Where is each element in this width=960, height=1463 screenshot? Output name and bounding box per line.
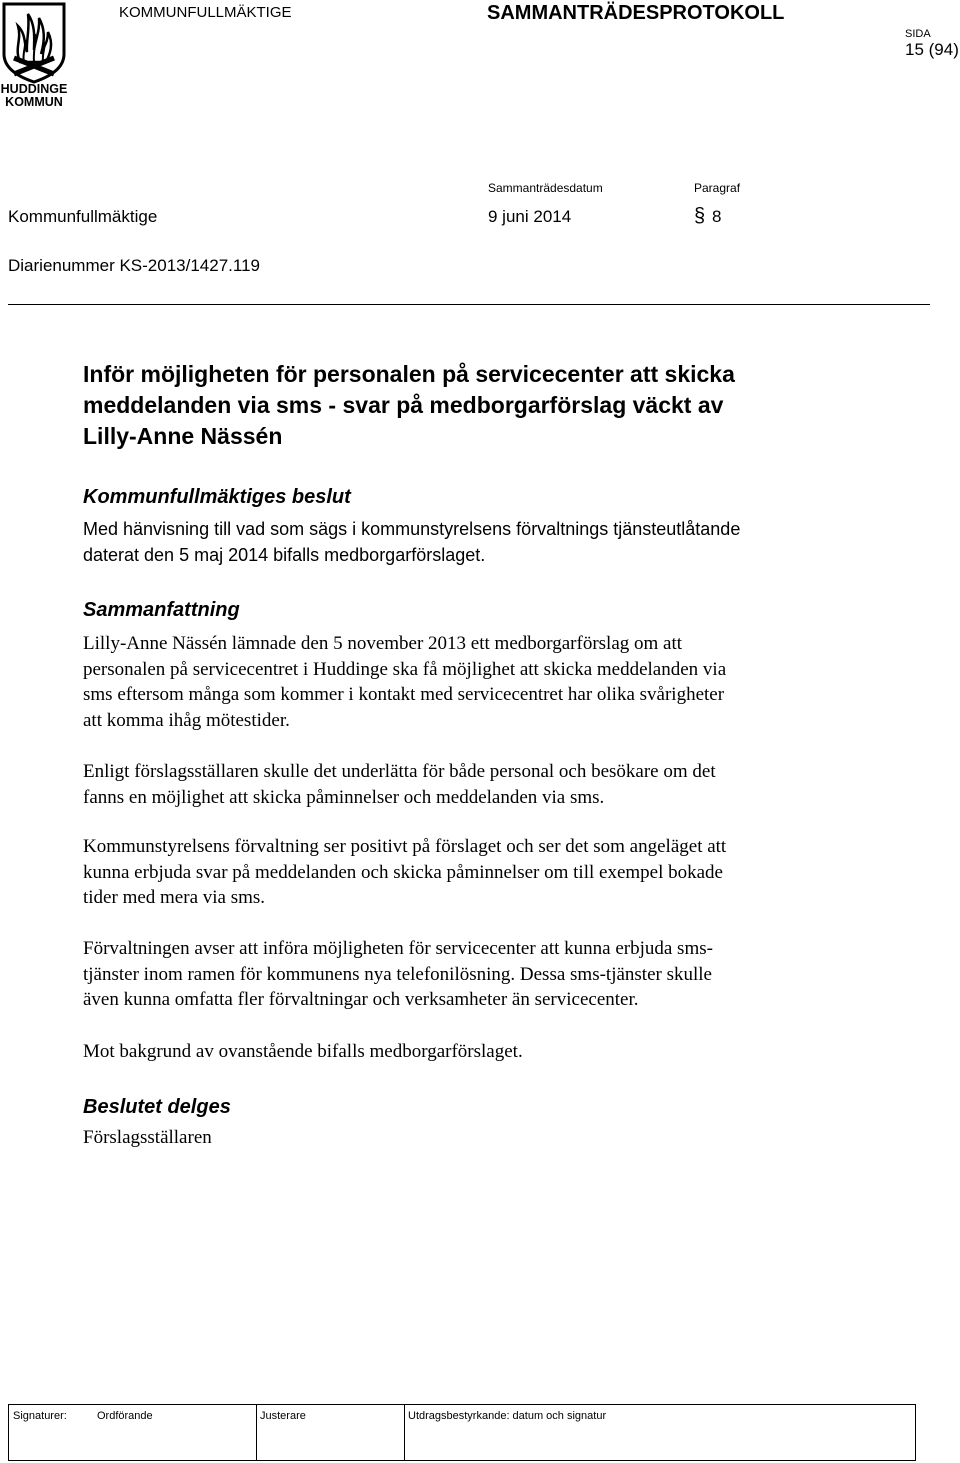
paragraph-line: Kommunstyrelsens förvaltning ser positivt på förslaget och ser det som angeläget att (83, 836, 727, 857)
paragraph-label: Paragraf (694, 181, 741, 195)
summary-paragraph (83, 834, 726, 911)
decision-line: Med hänvisning till vad som sägs i kommunstyrelsens förvaltnings tjänsteutlåtande (83, 519, 741, 539)
organ-name: KOMMUNFULLMÄKTIGE (119, 4, 292, 21)
decision-line: daterat den 5 maj 2014 bifalls medborgarförslaget. (83, 545, 486, 565)
signature-chair-label: Ordförande (97, 1410, 153, 1422)
signature-cell-justerare (256, 1405, 257, 1460)
paragraph-line: Mot bakgrund av ovanstående bifalls medborgarförslaget. (83, 1041, 523, 1062)
signature-certifier-label: Utdragsbestyrkande: datum och signatur (408, 1410, 607, 1422)
signature-adjuster-label: Justerare (260, 1410, 306, 1422)
svg-text:KOMMUN: KOMMUN (5, 95, 63, 108)
distribution-recipient: Förslagsställaren (83, 1127, 212, 1148)
decision-text (83, 516, 740, 568)
summary-paragraph (83, 936, 713, 1013)
page-title (83, 359, 883, 452)
paragraph-line: fanns en möjlighet att skicka påminnelser och meddelanden via sms. (83, 786, 605, 808)
header-divider (8, 304, 930, 305)
paragraph-line: Enligt förslagsställaren skulle det underlätta för både personal och besökare om det (83, 761, 716, 782)
summary-paragraph (83, 759, 716, 810)
paragraph-line: att komma ihåg mötestider. (83, 709, 290, 731)
title-line: Inför möjligheten för personalen på servicecenter att skicka (83, 361, 735, 387)
page-label: SIDA (905, 28, 931, 40)
page-number: 15 (94) (905, 40, 959, 59)
body-name: Kommunfullmäktige (8, 207, 158, 226)
svg-text:HUDDINGE: HUDDINGE (0, 82, 68, 96)
distribution-heading: Beslutet delges (83, 1096, 231, 1118)
huddinge-kommun-logo (0, 0, 68, 108)
diarienummer: Diarienummer KS-2013/1427.119 (8, 256, 260, 275)
signature-label: Signaturer: (13, 1410, 67, 1422)
paragraph-symbol: § (694, 205, 706, 227)
date-label: Sammanträdesdatum (488, 181, 603, 195)
paragraph-line: kunna erbjuda svar på meddelanden och skicka påminnelser om till exempel bokade (83, 861, 723, 883)
title-line: meddelanden via sms - svar på medborgarförslag väckt av (83, 392, 724, 418)
paragraph-line: tjänster inom ramen för kommunens nya telefonilösning. Dessa sms-tjänster skulle (83, 963, 712, 985)
summary-paragraph (83, 631, 726, 733)
document-type: SAMMANTRÄDESPROTOKOLL (487, 2, 785, 24)
paragraph-line: personalen på servicecentret i Huddinge ska få möjlighet att skicka meddelanden via (83, 658, 727, 680)
summary-paragraph (83, 1039, 523, 1065)
paragraph-line: Lilly-Anne Nässén lämnade den 5 november 2013 ett medborgarförslag om att (83, 633, 683, 654)
meeting-date: 9 juni 2014 (488, 207, 572, 226)
paragraph-line: Förvaltningen avser att införa möjligheten för servicecenter att kunna erbjuda sms- (83, 938, 713, 959)
summary-heading: Sammanfattning (83, 599, 240, 621)
paragraph-line: även kunna omfatta fler förvaltningar och verksamheter än servicecenter. (83, 989, 639, 1010)
paragraph-line: sms eftersom många som kommer i kontakt med servicecentret har olika svårigheter (83, 684, 725, 705)
signature-cell-certification (404, 1405, 405, 1460)
title-line: Lilly-Anne Nässén (83, 423, 283, 449)
paragraph-number: 8 (712, 207, 722, 226)
decision-heading: Kommunfullmäktiges beslut (83, 486, 351, 508)
paragraph-line: tider med mera via sms. (83, 887, 266, 908)
